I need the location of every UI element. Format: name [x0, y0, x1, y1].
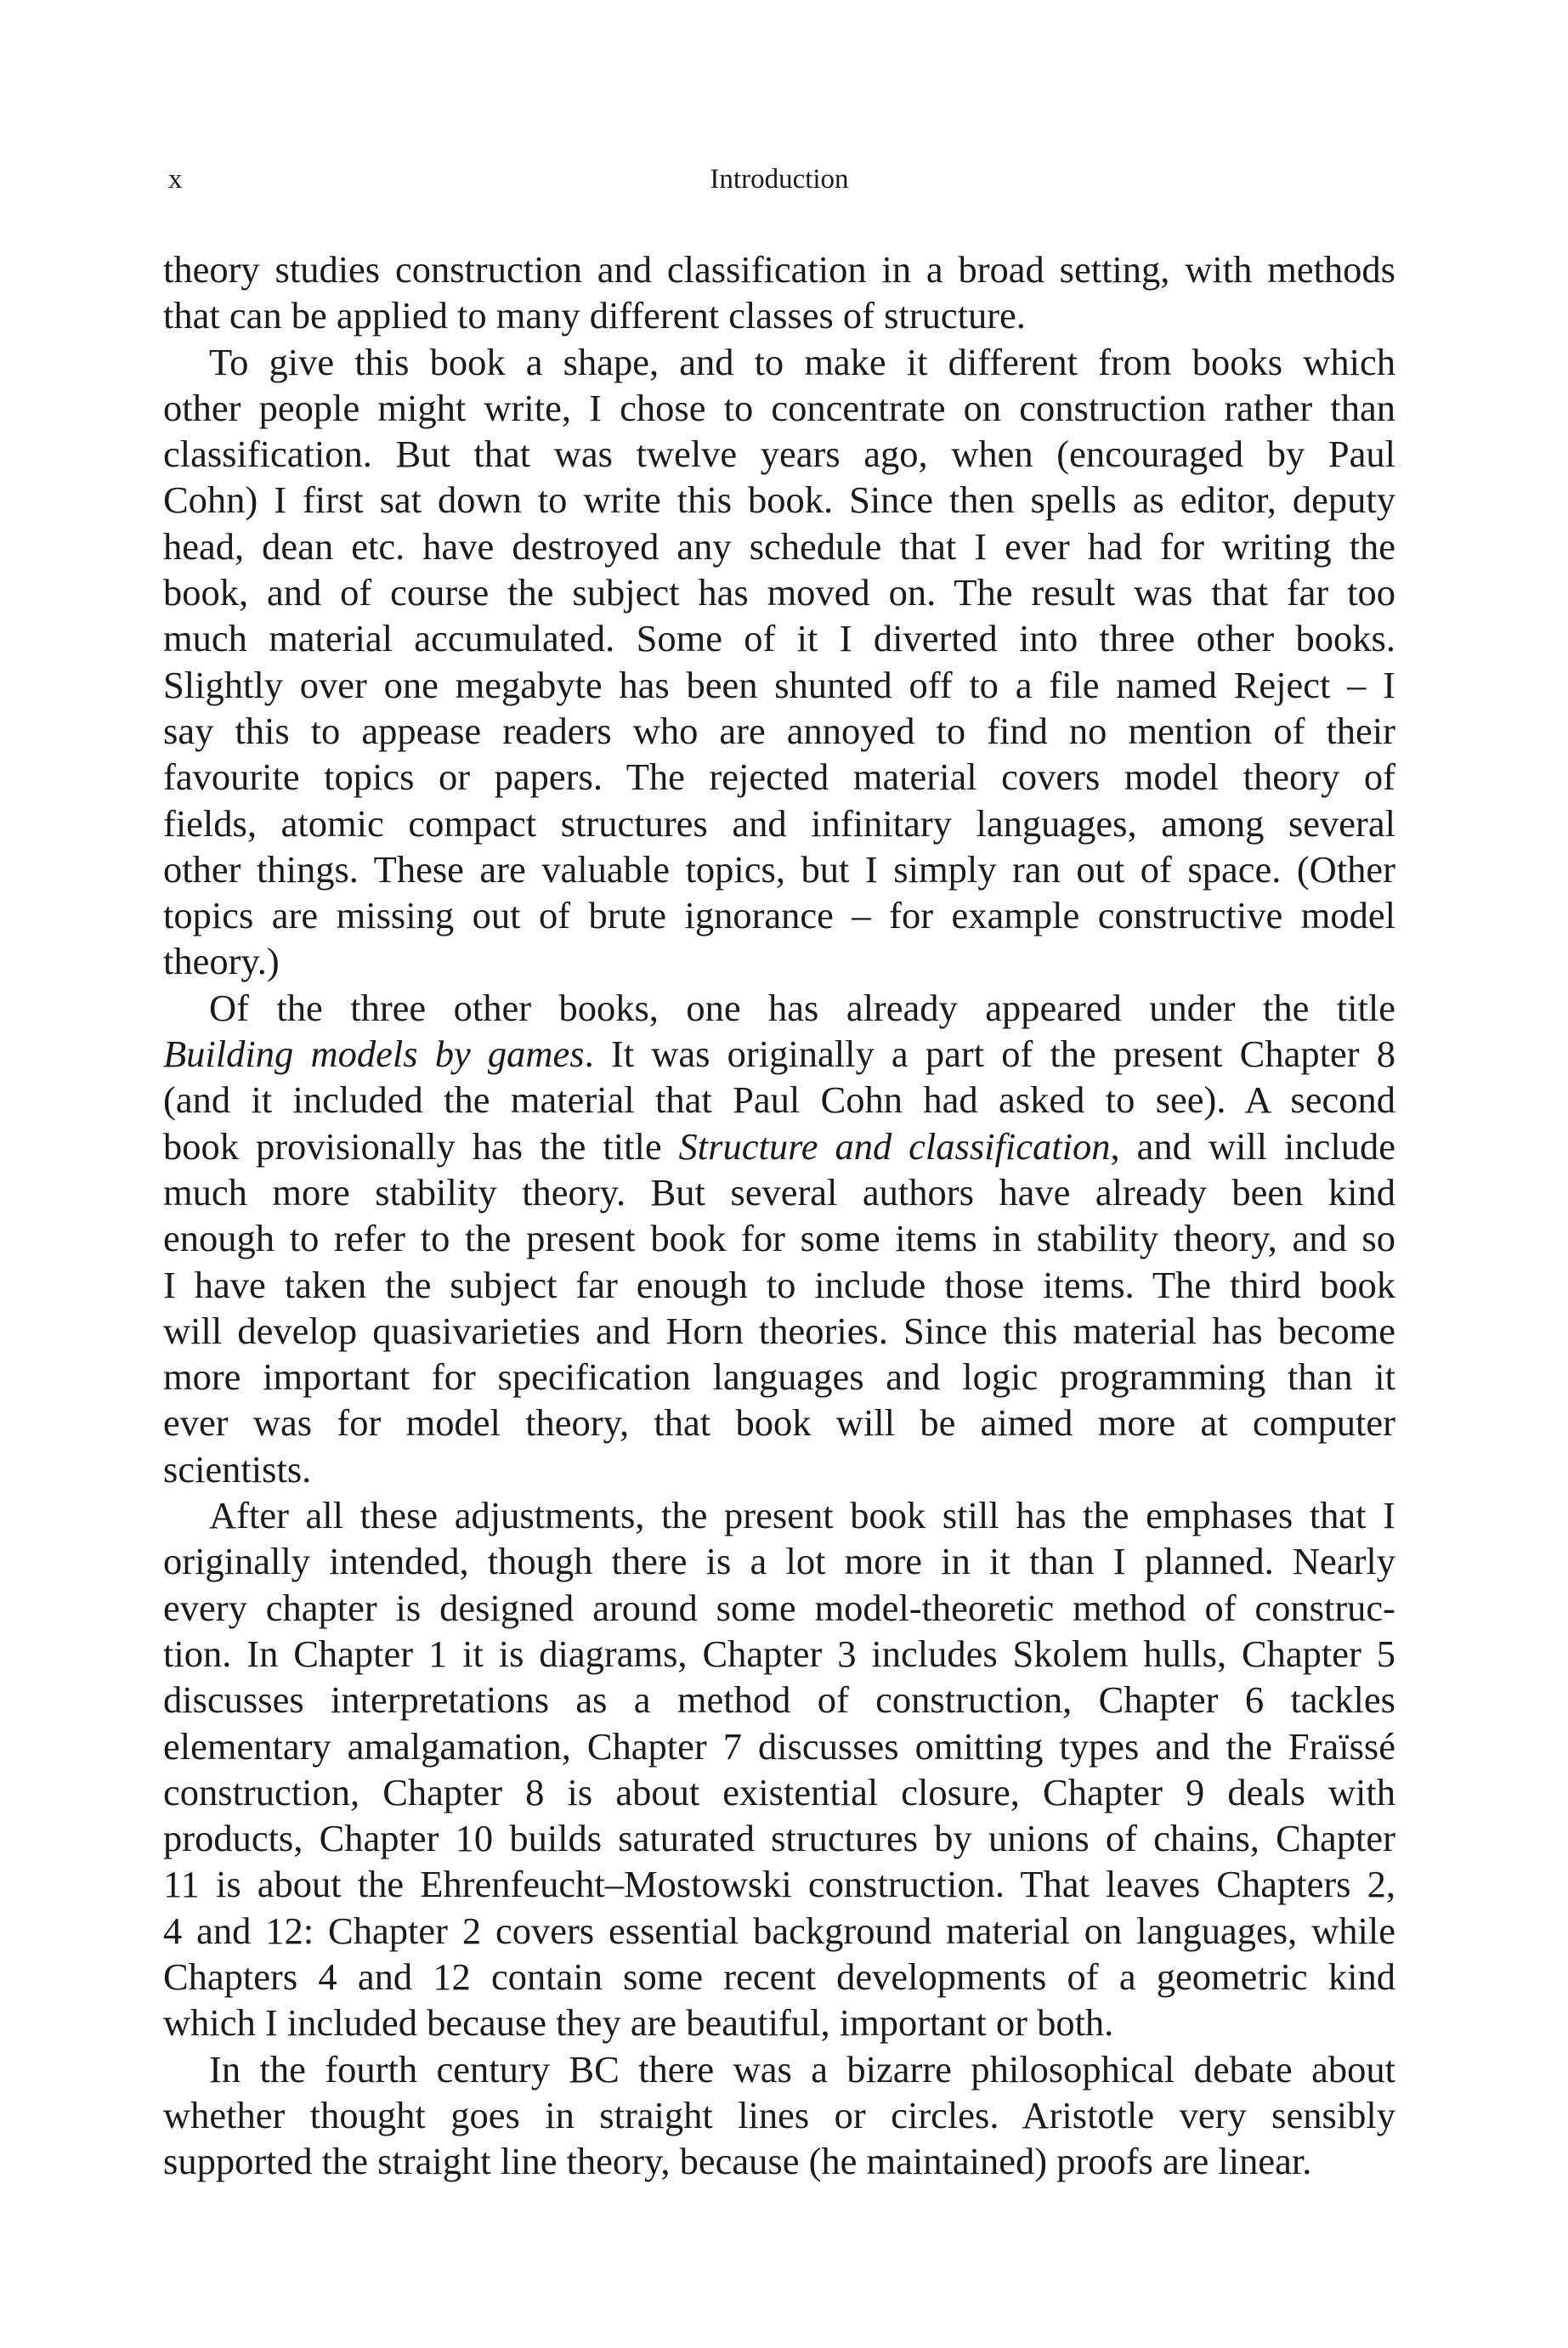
text-line: Chapters 4 and 12 contain some recent developments of a geometric kind — [163, 1955, 1395, 1998]
text-line: Cohn) I first sat down to write this book. Since then spells as editor, deputy — [163, 478, 1395, 522]
text-line: In the fourth century BC there was a bizarre philosophical debate about — [209, 2047, 1395, 2091]
text-line: Building models by games. It was originally a part of the present Chapter 8 — [163, 1033, 1395, 1076]
paragraph — [163, 1492, 1395, 2046]
text-line: book, and of course the subject has moved on. The result was that far too — [163, 571, 1395, 614]
text-line: other things. These are valuable topics, but I simply ran out of space. (Other — [163, 847, 1395, 891]
paragraph — [163, 2046, 1395, 2185]
text-line: construction, Chapter 8 is about existential closure, Chapter 9 deals with — [163, 1770, 1395, 1813]
text-line: enough to refer to the present book for some items in stability theory, and so — [163, 1217, 1395, 1260]
text-line: classification. But that was twelve years ago, when (encouraged by Paul — [163, 433, 1395, 476]
text-line: will develop quasivarieties and Horn theories. Since this material has become — [163, 1309, 1395, 1352]
text-line: (and it included the material that Paul Cohn had asked to see). A second — [163, 1078, 1395, 1122]
text-line: much more stability theory. But several authors have already been kind — [163, 1170, 1395, 1214]
text-line: ever was for model theory, that book will be aimed more at computer — [163, 1401, 1395, 1445]
text-line: much material accumulated. Some of it I diverted into three other books. — [163, 617, 1395, 660]
text-line: originally intended, though there is a lot more in it than I planned. Nearly — [163, 1540, 1395, 1583]
paragraph — [163, 339, 1395, 985]
text-line: topics are missing out of brute ignorance – for example constructive model — [163, 894, 1395, 937]
text-line: tion. In Chapter 1 it is diagrams, Chapter 3 includes Skolem hulls, Chapter 5 — [163, 1632, 1395, 1675]
text-line: more important for specification languages and logic programming than it — [163, 1355, 1395, 1399]
text-line: theory studies construction and classification in a broad setting, with methods — [163, 248, 1395, 291]
text-line: After all these adjustments, the present book still has the emphases that I — [209, 1494, 1395, 1537]
text-line: head, dean etc. have destroyed any schedule that I ever had for writing the — [163, 524, 1395, 568]
text-line: I have taken the subject far enough to include those items. The third book — [163, 1263, 1395, 1306]
text-line: book provisionally has the title Structure and classification, and will include — [163, 1124, 1395, 1168]
text-line: other people might write, I chose to concentrate on construction rather than — [163, 386, 1395, 429]
page-number: x — [168, 164, 183, 195]
book-title-italic: Building models by games — [163, 1033, 585, 1076]
text-line: discusses interpretations as a method of construction, Chapter 6 tackles — [163, 1678, 1395, 1722]
body-text — [163, 246, 1395, 2184]
text-line: Of the three other books, one has already appeared under the title — [209, 986, 1395, 1029]
text-line: Slightly over one megabyte has been shunted off to a file named Reject – I — [163, 663, 1395, 706]
paragraph — [163, 246, 1395, 339]
text-line: scientists. — [163, 1447, 312, 1491]
text-line: 4 and 12: Chapter 2 covers essential background material on languages, while — [163, 1909, 1395, 1952]
text-line: that can be applied to many different classes of structure. — [163, 294, 1026, 337]
text-line: favourite topics or papers. The rejected material covers model theory of — [163, 755, 1395, 799]
text-line: 11 is about the Ehrenfeucht–Mostowski construction. That leaves Chapters 2, — [163, 1863, 1395, 1906]
text-line: say this to appease readers who are annoyed to find no mention of their — [163, 709, 1395, 752]
text-line: products, Chapter 10 builds saturated structures by unions of chains, Chapter — [163, 1817, 1395, 1860]
text-line: whether thought goes in straight lines or circles. Aristotle very sensibly — [163, 2093, 1395, 2136]
text-line: theory.) — [163, 940, 280, 983]
text-line: To give this book a shape, and to make it different from books which — [209, 340, 1395, 383]
running-head — [163, 158, 1395, 201]
text-line: elementary amalgamation, Chapter 7 discusses omitting types and the Fraïssé — [163, 1724, 1395, 1768]
book-title-italic: Structure and classification — [678, 1124, 1111, 1168]
text-line: which I included because they are beautiful, important or both. — [163, 2001, 1114, 2045]
running-head-title: Introduction — [710, 164, 849, 195]
paragraph — [163, 985, 1395, 1492]
text-line: every chapter is designed around some model-theoretic method of construc- — [163, 1586, 1395, 1629]
text-line: supported the straight line theory, because (he maintained) proofs are linear. — [163, 2140, 1312, 2183]
text-line: fields, atomic compact structures and infinitary languages, among several — [163, 801, 1395, 845]
